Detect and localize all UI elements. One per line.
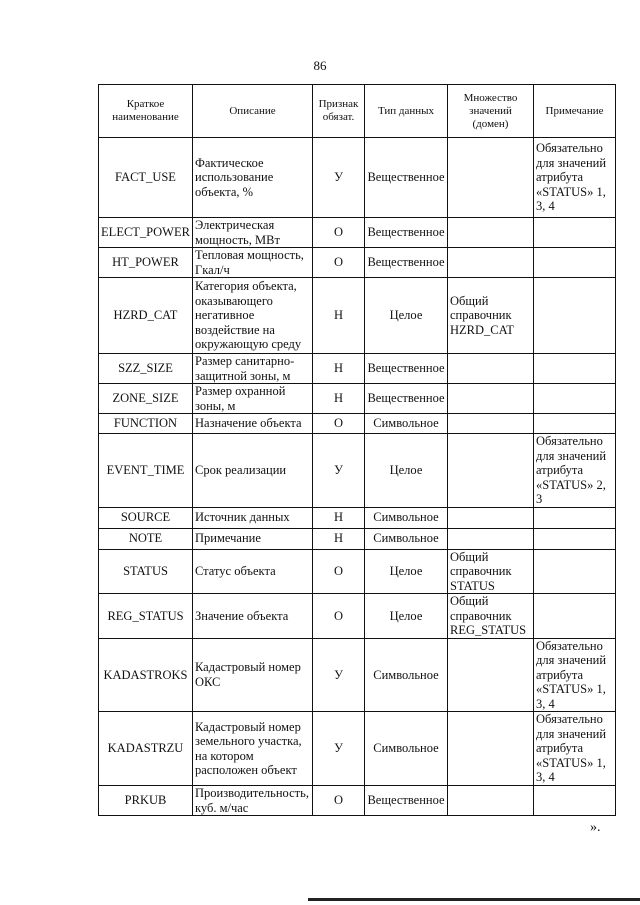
cell-name: REG_STATUS — [99, 594, 193, 639]
cell-domain — [448, 638, 534, 712]
cell-type: Вещественное — [365, 138, 448, 218]
cell-domain — [448, 384, 534, 414]
cell-name: FACT_USE — [99, 138, 193, 218]
cell-description: Статус объекта — [193, 549, 313, 594]
cell-name: ELECT_POWER — [99, 218, 193, 248]
table-row — [99, 414, 616, 434]
cell-required: О — [313, 549, 365, 594]
table-row — [99, 712, 616, 786]
cell-domain: Общий справочник HZRD_CAT — [448, 278, 534, 354]
scan-edge-line — [308, 898, 640, 901]
cell-type: Символьное — [365, 712, 448, 786]
cell-type: Вещественное — [365, 248, 448, 278]
cell-domain — [448, 786, 534, 816]
cell-required: У — [313, 712, 365, 786]
cell-description: Кадастровый номер ОКС — [193, 638, 313, 712]
cell-domain — [448, 434, 534, 508]
cell-required: Н — [313, 354, 365, 384]
cell-type: Вещественное — [365, 354, 448, 384]
cell-name: SZZ_SIZE — [99, 354, 193, 384]
cell-name: ZONE_SIZE — [99, 384, 193, 414]
cell-description: Категория объекта, оказывающего негативное воздействие на окружающую среду — [193, 278, 313, 354]
cell-remark — [534, 218, 616, 248]
table-row — [99, 594, 616, 639]
cell-domain — [448, 528, 534, 549]
cell-type: Целое — [365, 549, 448, 594]
cell-type: Символьное — [365, 528, 448, 549]
cell-description: Значение объекта — [193, 594, 313, 639]
header-short-name: Краткое наименование — [99, 85, 193, 138]
table-row — [99, 549, 616, 594]
cell-description: Размер санитарно-защитной зоны, м — [193, 354, 313, 384]
cell-name: EVENT_TIME — [99, 434, 193, 508]
cell-remark — [534, 354, 616, 384]
cell-domain — [448, 248, 534, 278]
cell-remark — [534, 278, 616, 354]
cell-type: Вещественное — [365, 786, 448, 816]
cell-name: KADASTRZU — [99, 712, 193, 786]
cell-type: Целое — [365, 594, 448, 639]
table-row — [99, 434, 616, 508]
cell-type: Целое — [365, 434, 448, 508]
cell-description: Источник данных — [193, 507, 313, 528]
cell-remark — [534, 528, 616, 549]
cell-name: STATUS — [99, 549, 193, 594]
table-row — [99, 248, 616, 278]
page-number: 86 — [313, 58, 327, 73]
cell-required: О — [313, 414, 365, 434]
table-row — [99, 528, 616, 549]
cell-description: Электрическая мощность, МВт — [193, 218, 313, 248]
cell-description: Фактическое использование объекта, % — [193, 138, 313, 218]
cell-name: SOURCE — [99, 507, 193, 528]
cell-required: У — [313, 138, 365, 218]
cell-description: Производительность, куб. м/час — [193, 786, 313, 816]
cell-description: Размер охранной зоны, м — [193, 384, 313, 414]
cell-type: Целое — [365, 278, 448, 354]
cell-remark — [534, 384, 616, 414]
cell-description: Тепловая мощность, Гкал/ч — [193, 248, 313, 278]
cell-remark — [534, 786, 616, 816]
table-row — [99, 278, 616, 354]
cell-type: Символьное — [365, 638, 448, 712]
header-description: Описание — [193, 85, 313, 138]
cell-name: NOTE — [99, 528, 193, 549]
cell-domain — [448, 138, 534, 218]
cell-required: Н — [313, 507, 365, 528]
cell-required: О — [313, 786, 365, 816]
cell-required: О — [313, 248, 365, 278]
cell-type: Вещественное — [365, 384, 448, 414]
table-row — [99, 507, 616, 528]
cell-remark: Обязательно для значений атрибута «STATUS» 2, 3 — [534, 434, 616, 508]
table-row — [99, 354, 616, 384]
cell-description: Назначение объекта — [193, 414, 313, 434]
cell-description: Примечание — [193, 528, 313, 549]
cell-name: HZRD_CAT — [99, 278, 193, 354]
cell-description: Срок реализации — [193, 434, 313, 508]
cell-remark: Обязательно для значений атрибута «STATUS» 1, 3, 4 — [534, 638, 616, 712]
table-row — [99, 384, 616, 414]
cell-required: Н — [313, 528, 365, 549]
cell-domain: Общий справочник STATUS — [448, 549, 534, 594]
cell-name: PRKUB — [99, 786, 193, 816]
cell-domain: Общий справочник REG_STATUS — [448, 594, 534, 639]
cell-type: Вещественное — [365, 218, 448, 248]
cell-remark — [534, 507, 616, 528]
cell-domain — [448, 354, 534, 384]
table-header-row — [99, 85, 616, 138]
cell-required: О — [313, 218, 365, 248]
cell-required: У — [313, 638, 365, 712]
table-row — [99, 786, 616, 816]
cell-domain — [448, 218, 534, 248]
cell-remark — [534, 248, 616, 278]
header-remark: Примечание — [534, 85, 616, 138]
attribute-table — [98, 84, 616, 816]
table-row — [99, 218, 616, 248]
cell-name: KADASTROKS — [99, 638, 193, 712]
cell-domain — [448, 414, 534, 434]
cell-remark — [534, 594, 616, 639]
cell-description: Кадастровый номер земельного участка, на котором расположен объект — [193, 712, 313, 786]
cell-remark: Обязательно для значений атрибута «STATUS» 1, 3, 4 — [534, 712, 616, 786]
cell-remark: Обязательно для значений атрибута «STATUS» 1, 3, 4 — [534, 138, 616, 218]
cell-type: Символьное — [365, 507, 448, 528]
header-data-type: Тип данных — [365, 85, 448, 138]
cell-name: FUNCTION — [99, 414, 193, 434]
cell-required: У — [313, 434, 365, 508]
cell-required: О — [313, 594, 365, 639]
cell-remark — [534, 549, 616, 594]
header-domain: Множество значений (домен) — [448, 85, 534, 138]
cell-required: Н — [313, 278, 365, 354]
cell-remark — [534, 414, 616, 434]
cell-type: Символьное — [365, 414, 448, 434]
table-row — [99, 138, 616, 218]
cell-name: HT_POWER — [99, 248, 193, 278]
header-required-flag: Признак обязат. — [313, 85, 365, 138]
cell-required: Н — [313, 384, 365, 414]
table-row — [99, 638, 616, 712]
cell-domain — [448, 507, 534, 528]
closing-quote: ». — [590, 820, 601, 835]
cell-domain — [448, 712, 534, 786]
